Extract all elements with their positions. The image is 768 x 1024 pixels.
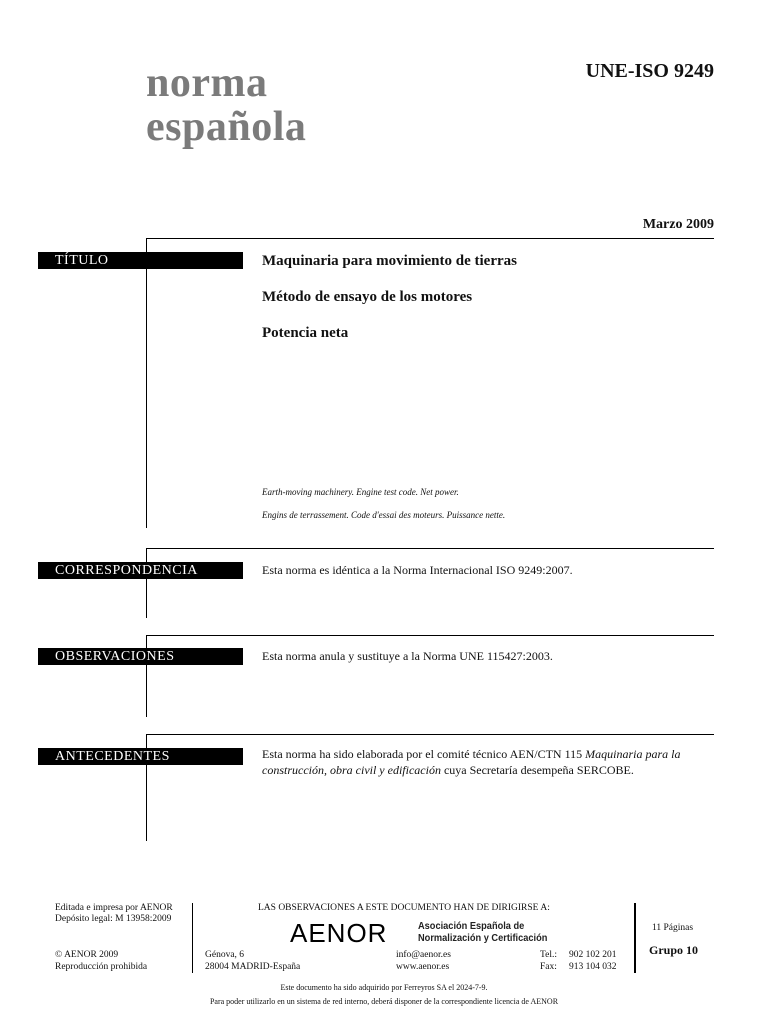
footer-divider-left — [192, 903, 193, 973]
title-line-3: Potencia neta — [262, 325, 349, 341]
aenor-logo: AENOR — [290, 918, 388, 948]
section-divider-correspondencia — [146, 548, 714, 549]
section-divider-titulo — [146, 238, 714, 239]
norma-title-line1: norma — [146, 60, 268, 106]
footer-tel: 902 102 201 — [569, 950, 617, 960]
observaciones-text: Esta norma anula y sustituye a la Norma UNE 115427:2003. — [262, 649, 553, 663]
section-vline-titulo — [146, 238, 147, 528]
footer-pages: 11 Páginas — [652, 923, 694, 933]
section-vline-correspondencia — [146, 548, 147, 618]
footer-address-city: 28004 MADRID-España — [205, 962, 301, 972]
antecedentes-text-start: Esta norma ha sido elaborada por el comité técnico AEN/CTN 115 — [262, 747, 586, 761]
standard-code: UNE-ISO 9249 — [585, 60, 714, 82]
section-divider-observaciones — [146, 635, 714, 636]
antecedentes-text-end: cuya Secretaría desempeña SERCOBE. — [440, 763, 634, 777]
footer-address-street: Génova, 6 — [205, 950, 245, 960]
title-translation-en: Earth-moving machinery. Engine test code. Net power. — [262, 487, 459, 497]
footer-web: www.aenor.es — [396, 962, 450, 972]
antecedentes-text — [262, 746, 718, 778]
footer-editada: Editada e impresa por AENOR — [55, 903, 173, 913]
aenor-subtitle-line2: Normalización y Certificación — [418, 932, 548, 944]
norma-title-line2: española — [146, 104, 307, 150]
correspondencia-text: Esta norma es idéntica a la Norma Internacional ISO 9249:2007. — [262, 563, 573, 577]
footer-divider-right — [634, 903, 636, 973]
section-label-antecedentes: ANTECEDENTES — [38, 748, 243, 765]
publication-date: Marzo 2009 — [642, 217, 714, 232]
title-translation-fr: Engins de terrassement. Code d'essai des moteurs. Puissance nette. — [262, 510, 506, 520]
section-label-correspondencia: CORRESPONDENCIA — [38, 562, 243, 579]
section-label-observaciones: OBSERVACIONES — [38, 648, 243, 665]
footer-grupo: Grupo 10 — [649, 943, 699, 957]
footer-observaciones-heading: LAS OBSERVACIONES A ESTE DOCUMENTO HAN DE DIRIGIRSE A: — [258, 903, 550, 913]
footer-reproduccion: Reproducción prohibida — [55, 962, 148, 972]
title-line-1: Maquinaria para movimiento de tierras — [262, 253, 517, 269]
footer-license-note: Para poder utilizarlo en un sistema de red interno, deberá disponer de la correspondiente licencia de AENOR — [209, 997, 559, 1006]
aenor-subtitle — [418, 920, 547, 944]
antecedentes-committee-name: Maquinaria para la construcción, obra civil y edificación — [262, 747, 681, 777]
footer-email: info@aenor.es — [396, 950, 451, 960]
aenor-subtitle-line1: Asociación Española de — [418, 920, 525, 932]
section-label-titulo: TÍTULO — [38, 252, 243, 269]
footer-fax-label: Fax: — [540, 962, 557, 972]
footer-fax: 913 104 032 — [569, 962, 617, 972]
footer-copyright: © AENOR 2009 — [55, 950, 119, 960]
footer-tel-label: Tel.: — [540, 950, 558, 960]
footer-deposito-legal: Depósito legal: M 13958:2009 — [55, 914, 172, 924]
section-divider-antecedentes — [146, 734, 714, 735]
footer-acquired-note: Este documento ha sido adquirido por Ferreyros SA el 2024-7-9. — [280, 983, 488, 992]
title-line-2: Método de ensayo de los motores — [262, 289, 473, 305]
